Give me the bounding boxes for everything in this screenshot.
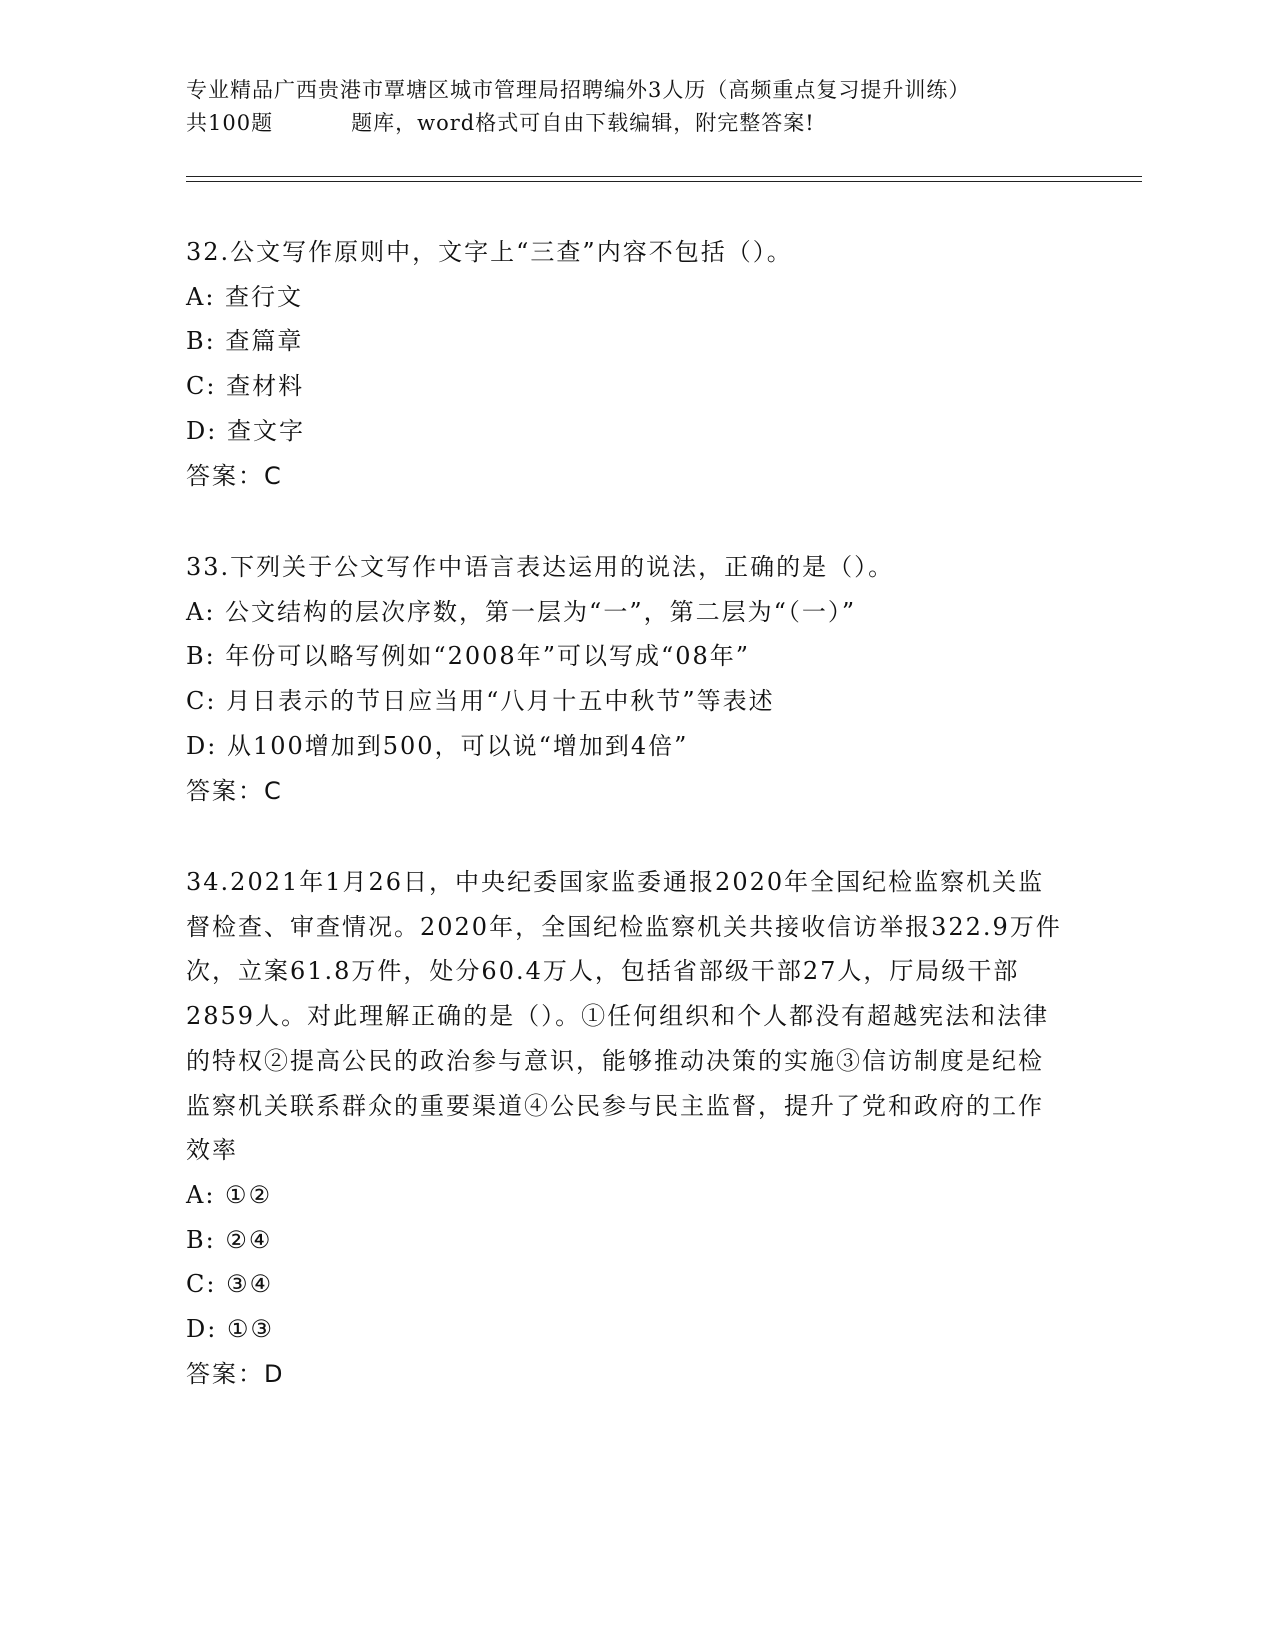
answer: 答案：D <box>186 1359 285 1388</box>
document-header <box>186 74 1086 140</box>
answer: 答案：C <box>186 461 283 490</box>
option-b: B: 查篇章 <box>186 327 304 356</box>
option-d: D: 从100增加到500，可以说“增加到4倍” <box>186 731 689 760</box>
header-subtitle <box>186 107 1086 140</box>
question-stem: 32.公文写作原则中，文字上“三查”内容不包括（）。 <box>186 238 793 266</box>
option-c: C: 月日表示的节日应当用“八月十五中秋节”等表述 <box>186 687 775 716</box>
option-c: C: ③④ <box>186 1270 274 1299</box>
question-34 <box>186 860 1066 1396</box>
answer: 答案：C <box>186 776 283 805</box>
option-b: B: 年份可以略写例如“2008年”可以写成“08年” <box>186 642 751 671</box>
question-33 <box>186 545 1066 813</box>
option-a: A: 查行文 <box>186 282 304 311</box>
question-stem: 34.2021年1月26日，中央纪委国家监委通报2020年全国纪检监察机关监督检查、审查情况。2020年，全国纪检监察机关共接收信访举报322.9万件次，立案61.8万件，处分60.4万人，包括省部级干部27人，厅局级干部2859人。对此理解正确的是（）。①任何组织和个人都没有超越宪法和法律的特权②提高公民的政治参与意识，能够推动决策的实施③信访制度是纪检监察机关联系群众的重要渠道④公民参与民主监督，提升了党和政府的工作效率 <box>186 868 1062 1165</box>
option-b: B: ②④ <box>186 1225 273 1254</box>
header-divider-bottom <box>186 181 1142 182</box>
header-note: 题库，word格式可自由下载编辑，附完整答案! <box>351 111 815 135</box>
option-d: D: ①③ <box>186 1315 274 1344</box>
header-title: 专业精品广西贵港市覃塘区城市管理局招聘编外3人历（高频重点复习提升训练） <box>186 78 971 102</box>
option-a: A: 公文结构的层次序数，第一层为“一”，第二层为“（一）” <box>186 597 857 626</box>
option-d: D: 查文字 <box>186 416 305 445</box>
header-count: 共100题 <box>186 111 274 135</box>
question-stem: 33.下列关于公文写作中语言表达运用的说法，正确的是（）。 <box>186 553 895 581</box>
option-a: A: ①② <box>186 1180 273 1209</box>
option-c: C: 查材料 <box>186 372 305 401</box>
header-divider-top <box>186 176 1142 177</box>
question-32 <box>186 230 1066 498</box>
